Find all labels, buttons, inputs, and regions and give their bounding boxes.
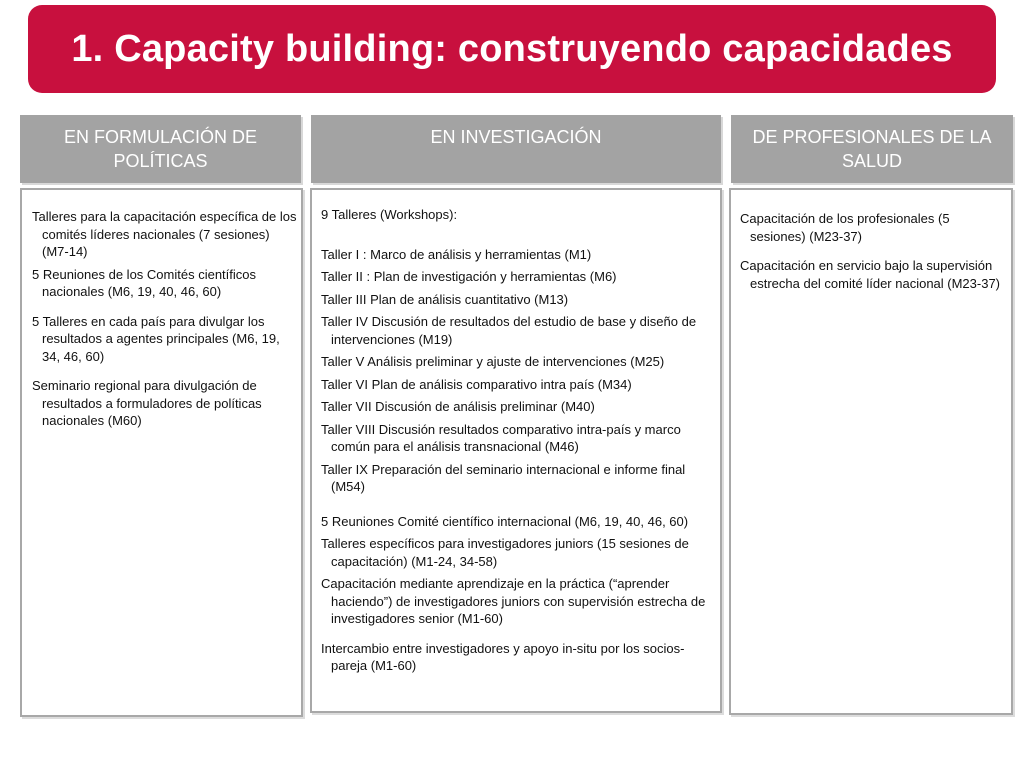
health-professionals-column-box — [729, 188, 1013, 715]
workshop-item: Taller III Plan de análisis cuantitativo (M13) — [321, 291, 569, 307]
list-item: 5 Reuniones de los Comités científicos nacionales (M6, 19, 40, 46, 60) — [32, 266, 257, 299]
workshop-item: Taller IX Preparación del seminario internacional e informe final (M54) — [321, 461, 686, 494]
column-header-policy: EN FORMULACIÓN DE POLÍTICAS — [20, 115, 301, 183]
workshops-intro: 9 Talleres (Workshops): — [321, 207, 458, 222]
page-title: 1. Capacity building: construyendo capacidades — [71, 27, 953, 70]
workshop-item: Taller II : Plan de investigación y herramientas (M6) — [321, 269, 617, 284]
list-item: Talleres para la capacitación específica de los comités líderes nacionales (7 sesiones) (M7-14) — [32, 209, 297, 259]
list-item: Talleres específicos para investigadores juniors (15 sesiones de capacitación) (M1-24, 34-58) — [321, 536, 689, 569]
workshop-item: Taller VI Plan de análisis comparativo intra país (M34) — [321, 376, 632, 392]
list-item: Capacitación de los profesionales (5 sesiones) (M23-37) — [740, 211, 950, 244]
list-item: Capacitación en servicio bajo la supervisión estrecha del comité líder nacional (M23-37) — [740, 258, 1001, 291]
column-header-health-professionals: DE PROFESIONALES DE LA SALUD — [731, 115, 1013, 183]
list-item: 5 Talleres en cada país para divulgar los resultados a agentes principales (M6, 19, 34, 46, 60) — [32, 313, 280, 364]
column-header-research: EN INVESTIGACIÓN — [311, 115, 721, 183]
list-item: 5 Reuniones Comité científico internacional (M6, 19, 40, 46, 60) — [321, 513, 689, 529]
list-item: Seminario regional para divulgación de resultados a formuladores de políticas nacionales (M60) — [32, 378, 262, 428]
title-banner — [28, 5, 996, 93]
policy-column-box — [20, 188, 303, 717]
list-item: Capacitación mediante aprendizaje en la práctica (“aprender haciendo”) de investigadores juniors con supervisión estrecha de investigadores senior (M1-60) — [321, 576, 706, 626]
workshop-item: Taller V Análisis preliminar y ajuste de intervenciones (M25) — [321, 354, 665, 369]
workshop-item: Taller VII Discusión de análisis preliminar (M40) — [321, 399, 595, 414]
list-item: Intercambio entre investigadores y apoyo in-situ por los socios-pareja (M1-60) — [321, 640, 685, 673]
workshop-item: Taller I : Marco de análisis y herramientas (M1) — [321, 246, 592, 262]
workshop-item: Taller IV Discusión de resultados del estudio de base y diseño de intervenciones (M19) — [321, 314, 697, 347]
workshop-item: Taller VIII Discusión resultados comparativo intra-país y marco común para el análisis transnacional (M46) — [321, 421, 681, 454]
research-column-box — [310, 188, 722, 713]
